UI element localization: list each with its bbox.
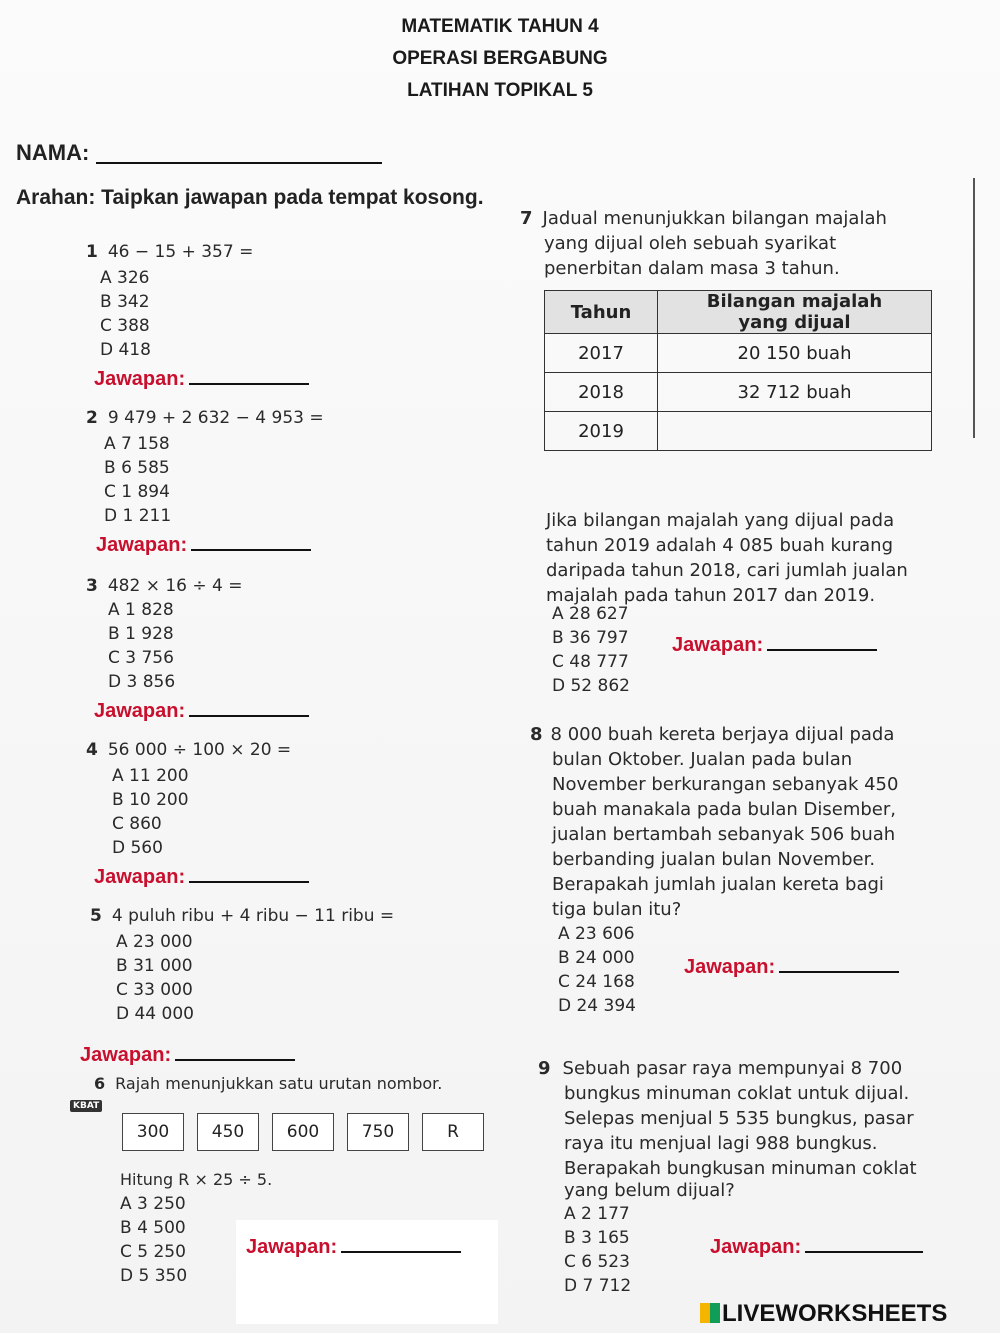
table-row <box>545 412 932 451</box>
option-d: D 7 712 <box>564 1276 632 1296</box>
question-number: 5 <box>90 906 102 926</box>
answer-field-9[interactable] <box>710 1236 923 1259</box>
answer-field-8[interactable] <box>684 956 899 979</box>
answer-label: Jawapan: <box>94 866 186 888</box>
option-b: B 4 500 <box>120 1218 186 1238</box>
question-text: 4 puluh ribu + 4 ribu − 11 ribu = <box>111 906 395 926</box>
option-c: C 3 756 <box>108 648 174 668</box>
question-7-line: Jika bilangan majalah yang dijual pada <box>546 510 895 531</box>
question-7-intro <box>520 206 924 281</box>
answer-label: Jawapan: <box>246 1236 338 1258</box>
table-cell-year: 2019 <box>545 412 658 451</box>
table-cell-value <box>658 412 932 451</box>
logo-text: LIVEWORKSHEETS <box>722 1300 948 1327</box>
table-cell-year: 2017 <box>545 334 658 373</box>
question-7-line: tahun 2019 adalah 4 085 buah kurang <box>546 535 894 556</box>
option-a: A 3 250 <box>120 1194 186 1214</box>
question-text: 8 000 buah kereta berjaya dijual pada <box>550 724 895 745</box>
question-5 <box>90 906 394 926</box>
answer-field-2[interactable] <box>96 534 311 557</box>
sales-table <box>544 290 932 451</box>
sequence-box: 300 <box>122 1113 184 1151</box>
question-8-line <box>530 722 942 747</box>
kbat-badge: KBAT <box>70 1100 102 1112</box>
question-9-line: Selepas menjual 5 535 bungkus, pasar <box>564 1108 914 1129</box>
table-cell-year: 2018 <box>545 373 658 412</box>
question-8-line: berbanding jualan bulan November. <box>552 849 876 870</box>
answer-blank[interactable] <box>779 970 899 973</box>
question-text: 46 − 15 + 357 = <box>107 242 254 262</box>
table-cell-value: 32 712 buah <box>658 373 932 412</box>
liveworksheets-logo <box>700 1300 947 1328</box>
question-1 <box>86 242 253 262</box>
answer-field-5[interactable] <box>80 1044 295 1067</box>
option-d: D 560 <box>112 838 163 858</box>
answer-field-1[interactable] <box>94 368 309 391</box>
table-header-row <box>545 291 932 334</box>
instructions: Arahan: Taipkan jawapan pada tempat kosong. <box>16 186 484 209</box>
answer-field-6[interactable] <box>246 1236 461 1259</box>
option-d: D 5 350 <box>120 1266 188 1286</box>
question-8-line: November berkurangan sebanyak 450 <box>552 774 899 795</box>
option-d: D 1 211 <box>104 506 172 526</box>
option-b: B 1 928 <box>108 624 174 644</box>
answer-label: Jawapan: <box>684 956 776 978</box>
question-2 <box>86 408 324 428</box>
option-c: C 48 777 <box>552 652 629 672</box>
answer-blank[interactable] <box>341 1250 461 1253</box>
question-6 <box>94 1074 442 1093</box>
option-a: A 23 606 <box>558 924 635 944</box>
option-b: B 36 797 <box>552 628 629 648</box>
option-a: A 23 000 <box>116 932 193 952</box>
table-row <box>545 334 932 373</box>
answer-label: Jawapan: <box>710 1236 802 1258</box>
option-b: B 342 <box>100 292 150 312</box>
question-8 <box>530 722 942 922</box>
question-number: 6 <box>94 1074 106 1093</box>
question-text: Sebuah pasar raya mempunyai 8 700 <box>562 1058 903 1079</box>
answer-blank[interactable] <box>191 548 311 551</box>
answer-blank[interactable] <box>805 1250 923 1253</box>
question-number: 4 <box>86 740 98 760</box>
liveworksheets-icon <box>700 1303 720 1323</box>
sequence-box-r: R <box>422 1113 484 1151</box>
answer-label: Jawapan: <box>94 700 186 722</box>
option-b: B 10 200 <box>112 790 189 810</box>
answer-label: Jawapan: <box>96 534 188 556</box>
question-number: 9 <box>538 1058 551 1079</box>
option-c: C 388 <box>100 316 150 336</box>
answer-label: Jawapan: <box>80 1044 172 1066</box>
question-9-line: raya itu menjual lagi 988 bungkus. <box>564 1133 878 1154</box>
header-text: Bilangan majalah <box>706 291 883 312</box>
question-8-line: buah manakala pada bulan Disember, <box>552 799 896 820</box>
question-number: 2 <box>86 408 98 428</box>
name-input-line[interactable] <box>96 162 382 164</box>
table-row <box>545 373 932 412</box>
option-c: C 6 523 <box>564 1252 630 1272</box>
question-7-line: daripada tahun 2018, cari jumlah jualan <box>546 560 908 581</box>
answer-blank[interactable] <box>189 714 309 717</box>
worksheet-subtitle: OPERASI BERGABUNG <box>392 48 608 69</box>
question-7-line: yang dijual oleh sebuah syarikat <box>544 233 837 254</box>
sequence-box: 450 <box>197 1113 259 1151</box>
option-b: B 6 585 <box>104 458 170 478</box>
question-number: 3 <box>86 576 98 596</box>
intro-text: Jadual menunjukkan bilangan majalah <box>542 208 887 229</box>
option-d: D 52 862 <box>552 676 630 696</box>
question-9-line: bungkus minuman coklat untuk dijual. <box>564 1083 910 1104</box>
name-label: NAMA: <box>16 140 90 165</box>
option-c: C 5 250 <box>120 1242 186 1262</box>
answer-label: Jawapan: <box>672 634 764 656</box>
question-text: 9 479 + 2 632 − 4 953 = <box>107 408 324 428</box>
question-4 <box>86 740 291 760</box>
question-3 <box>86 576 243 596</box>
question-9-line: Berapakah bungkusan minuman coklat <box>564 1158 917 1179</box>
option-b: B 31 000 <box>116 956 193 976</box>
question-number: 1 <box>86 242 98 262</box>
sequence-box: 600 <box>272 1113 334 1151</box>
option-d: D 24 394 <box>558 996 636 1016</box>
option-c: C 24 168 <box>558 972 635 992</box>
table-header-sold <box>658 291 932 334</box>
answer-blank[interactable] <box>189 880 309 883</box>
option-c: C 1 894 <box>104 482 170 502</box>
answer-field-4[interactable] <box>94 866 309 889</box>
question-8-line: tiga bulan itu? <box>552 899 682 920</box>
question-number: 7 <box>520 208 533 229</box>
question-8-line: bulan Oktober. Jualan pada bulan <box>552 749 853 770</box>
question-8-line: jualan bertambah sebanyak 506 buah <box>552 824 896 845</box>
question-7-line: penerbitan dalam masa 3 tahun. <box>544 258 840 279</box>
question-text: Rajah menunjukkan satu urutan nombor. <box>115 1074 443 1093</box>
table-header-year: Tahun <box>545 291 658 334</box>
option-d: D 44 000 <box>116 1004 194 1024</box>
option-d: D 3 856 <box>108 672 176 692</box>
option-b: B 3 165 <box>564 1228 630 1248</box>
option-d: D 418 <box>100 340 151 360</box>
question-8-line: Berapakah jumlah jualan kereta bagi <box>552 874 884 895</box>
question-9-line <box>538 1056 950 1081</box>
option-a: A 326 <box>100 268 150 288</box>
option-a: A 28 627 <box>552 604 629 624</box>
answer-blank[interactable] <box>189 382 309 385</box>
option-c: C 860 <box>112 814 162 834</box>
option-b: B 24 000 <box>558 948 635 968</box>
answer-label: Jawapan: <box>94 368 186 390</box>
page-divider <box>973 178 975 438</box>
question-text: 482 × 16 ÷ 4 = <box>107 576 243 596</box>
question-6-prompt: Hitung R × 25 ÷ 5. <box>120 1170 273 1189</box>
answer-blank[interactable] <box>767 648 877 651</box>
question-7-line: majalah pada tahun 2017 dan 2019. <box>546 585 876 606</box>
question-7-body <box>546 508 936 608</box>
answer-field-3[interactable] <box>94 700 309 723</box>
option-a: A 1 828 <box>108 600 174 620</box>
question-7-line <box>520 206 924 231</box>
option-a: A 7 158 <box>104 434 170 454</box>
option-a: A 2 177 <box>564 1204 630 1224</box>
question-9 <box>538 1056 950 1201</box>
question-number: 8 <box>530 724 543 745</box>
answer-field-7[interactable] <box>672 634 877 657</box>
worksheet-topic: LATIHAN TOPIKAL 5 <box>407 80 593 101</box>
table-cell-value: 20 150 buah <box>658 334 932 373</box>
header-text: yang dijual <box>738 312 851 333</box>
option-a: A 11 200 <box>112 766 189 786</box>
question-text: 56 000 ÷ 100 × 20 = <box>107 740 292 760</box>
worksheet-title: MATEMATIK TAHUN 4 <box>401 16 599 37</box>
sequence-box: 750 <box>347 1113 409 1151</box>
option-c: C 33 000 <box>116 980 193 1000</box>
answer-blank[interactable] <box>175 1058 295 1061</box>
question-9-line: yang belum dijual? <box>564 1180 735 1201</box>
